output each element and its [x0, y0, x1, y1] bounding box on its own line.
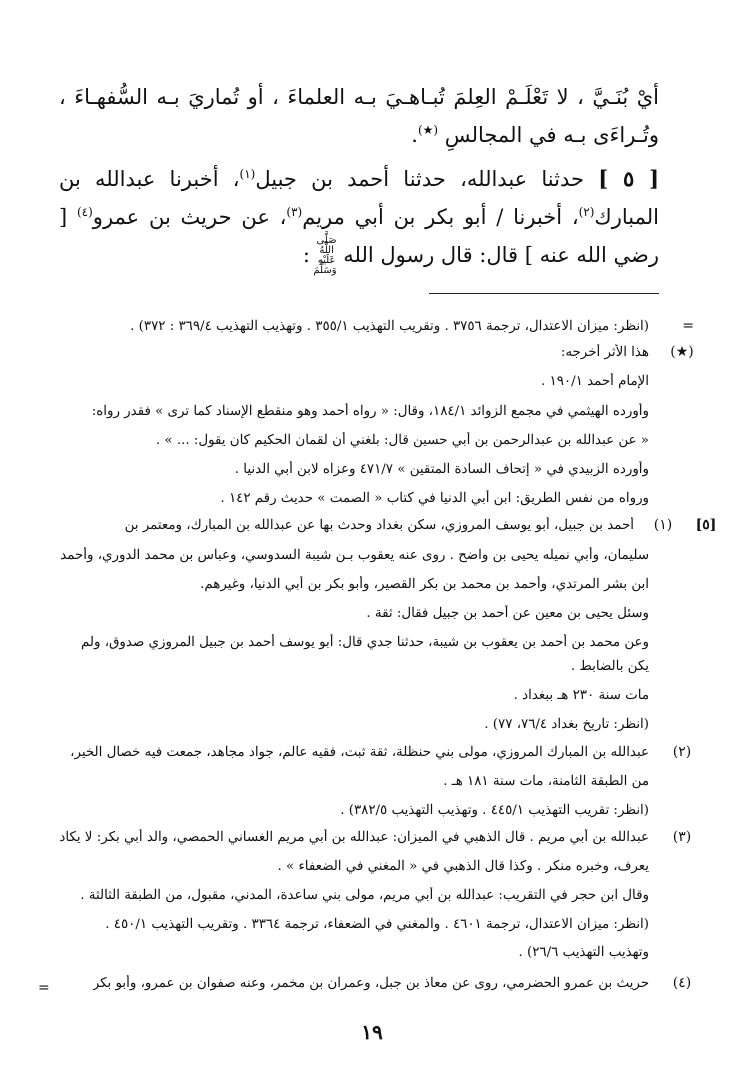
footnote-4-line: حريث بن عمرو الحضرمي، روى عن معاذ بن جبل، وعمران بن مخمر، وعنه صفوان بن عمرو، وأبو بكر — [92, 976, 649, 991]
isnad-part-1: حدثنا عبدالله، حدثنا أحمد بن جبيل — [255, 167, 584, 191]
footnote-2-line: من الطبقة الثامنة، مات سنة ١٨١ هـ . — [443, 774, 649, 789]
footnote-star-line: ورواه من نفس الطريق: ابن أبي الدنيا في كتاب « الصمت » حديث رقم ١٤٢ . — [220, 491, 649, 506]
footnote-ref-4: (٤) — [76, 205, 93, 219]
continuation-mark-end: = — [38, 980, 50, 996]
period: . — [411, 123, 418, 147]
main-text: أيْ بُنَـيَّ ، لا تَعْلَـمْ العِلمَ تُبـاهـيَ بـه العلماءَ ، أو تُماريَ بـه السُّفهـاءَ ، وتُـراءَى بـه في المجالسِ — [59, 85, 659, 147]
footnote-label-4: (٤) — [672, 975, 692, 991]
footnote-1-line: وسئل يحيى بن معين عن أحمد بن جبيل فقال: ثقة . — [366, 606, 649, 621]
footnote-label-3: (٣) — [672, 829, 692, 845]
footnote-star-line: وأورده الزبيدي في « إتحاف السادة المتقين » ٤٧١/٧ وعزاه لابن أبي الدنيا . — [234, 462, 649, 477]
isnad-part-5: [ رضي الله عنه ] قال: قال رسول الله — [59, 205, 659, 267]
footnote-3-line: وتهذيب التهذيب ٢٦/٦) . — [518, 945, 649, 960]
footnote-1-line: (انظر: تاريخ بغداد ٧٦/٤، ٧٧) . — [484, 717, 649, 732]
footnote-1-line: ابن بشر المرتدي، وأحمد بن محمد بن بكر القصير، وأبو بكر بن أبي الدنيا، وغيرهم. — [200, 577, 649, 592]
footnote-ref-1: (١) — [239, 167, 256, 181]
isnad-part-3: ، أخبرنا / أبو بكر بن أبي مريم — [302, 205, 579, 229]
footnote-ref-star: (★) — [417, 123, 439, 137]
footnote-star-line: الإمام أحمد ١٩٠/١ . — [541, 374, 649, 389]
footnote-3-line: يعرف، وخبره منكر . وكذا قال الذهبي في « المغني في الضعفاء » . — [277, 859, 649, 874]
main-paragraph-1 — [59, 78, 659, 154]
hadith-number: [ ٥ ] — [598, 166, 660, 191]
footnote-divider — [429, 293, 659, 294]
footnote-ref-3: (٣) — [286, 205, 303, 219]
page-number: ١٩ — [361, 1020, 383, 1044]
footnote-label-star: (★) — [670, 344, 694, 360]
footnote-2-line: (انظر: تقريب التهذيب ٤٤٥/١ . وتهذيب التهذيب ٣٨٢/٥) . — [340, 803, 649, 818]
footnote-group-label: [٥] — [695, 517, 717, 533]
footnote-3-line: عبدالله بن أبي مريم . قال الذهبي في الميزان: عبدالله بن أبي مريم الغساني الحمصي، والد أبي بكر: لا يكاد — [59, 830, 649, 845]
main-paragraph-2 — [59, 160, 659, 276]
footnote-ref-2: (٢) — [578, 205, 595, 219]
footnote-1-line: أحمد بن جبيل، أبو يوسف المروزي، سكن بغداد وحدث بها عن عبدالله بن المبارك، ومعتمر بن — [124, 518, 634, 533]
colon: : — [302, 243, 310, 267]
isnad-part-2: ، أخبرنا عبدالله بن المبارك — [59, 167, 659, 229]
footnote-1-line: سليمان، وأبي نميله يحيى بن واضح . روى عنه يعقوب بـن شيبة السدوسي، وعباس بن محمد الدوري، وأحمد — [60, 548, 649, 563]
isnad-part-4: ، عن حريث بن عمرو — [92, 205, 287, 229]
footnote-star-line: هذا الأثر أخرجه: — [560, 345, 649, 360]
footnote-1-line: يكن بالضابط . — [570, 659, 649, 674]
salla-ligature: صَلَّى اللَّهُ عَلَيْهِ وَسَلَّمَ — [313, 235, 337, 276]
footnote-1-line: وعن محمد بن أحمد بن يعقوب بن شيبة، حدثنا جدي قال: أبو يوسف أحمد بن جبيل المروزي صدوق، ولم — [81, 635, 649, 650]
footnote-label-2: (٢) — [672, 744, 692, 760]
continuation-footnote: (انظر: ميزان الاعتدال، ترجمة ٣٧٥٦ . وتقريب التهذيب ٣٥٥/١ . وتهذيب التهذيب ٣٦٩/٤ : ٣٧٢) . — [130, 319, 649, 334]
footnote-3-line: وقال ابن حجر في التقريب: عبدالله بن أبي مريم، مولى بني ساعدة، المدني، مقبول، من الطبقة الثالثة . — [80, 888, 649, 903]
footnote-star-line: وأورده الهيثمي في مجمع الزوائد ١٨٤/١، وقال: « رواه أحمد وهو منقطع الإسناد كما ترى » فقدر رواه: — [91, 404, 649, 419]
footnote-3-line: (انظر: ميزان الاعتدال، ترجمة ٤٦٠١ . والمغني في الضعفاء، ترجمة ٣٣٦٤ . وتقريب التهذيب ٤٥٠/١ . — [105, 917, 649, 932]
footnote-label-1: (١) — [653, 517, 673, 533]
continuation-mark: = — [682, 318, 694, 334]
footnote-2-line: عبدالله بن المبارك المروزي، مولى بني حنظلة، ثقة ثبت، فقيه عالم، جواد مجاهد، جمعت فيه خصال الخير، — [70, 745, 649, 760]
footnote-1-line: مات سنة ٢٣٠ هـ ببغداد . — [513, 688, 649, 703]
footnote-star-line: « عن عبدالله بن عبدالرحمن بن أبي حسين قال: بلغني أن لقمان الحكيم كان يقول: ... » . — [155, 433, 649, 448]
